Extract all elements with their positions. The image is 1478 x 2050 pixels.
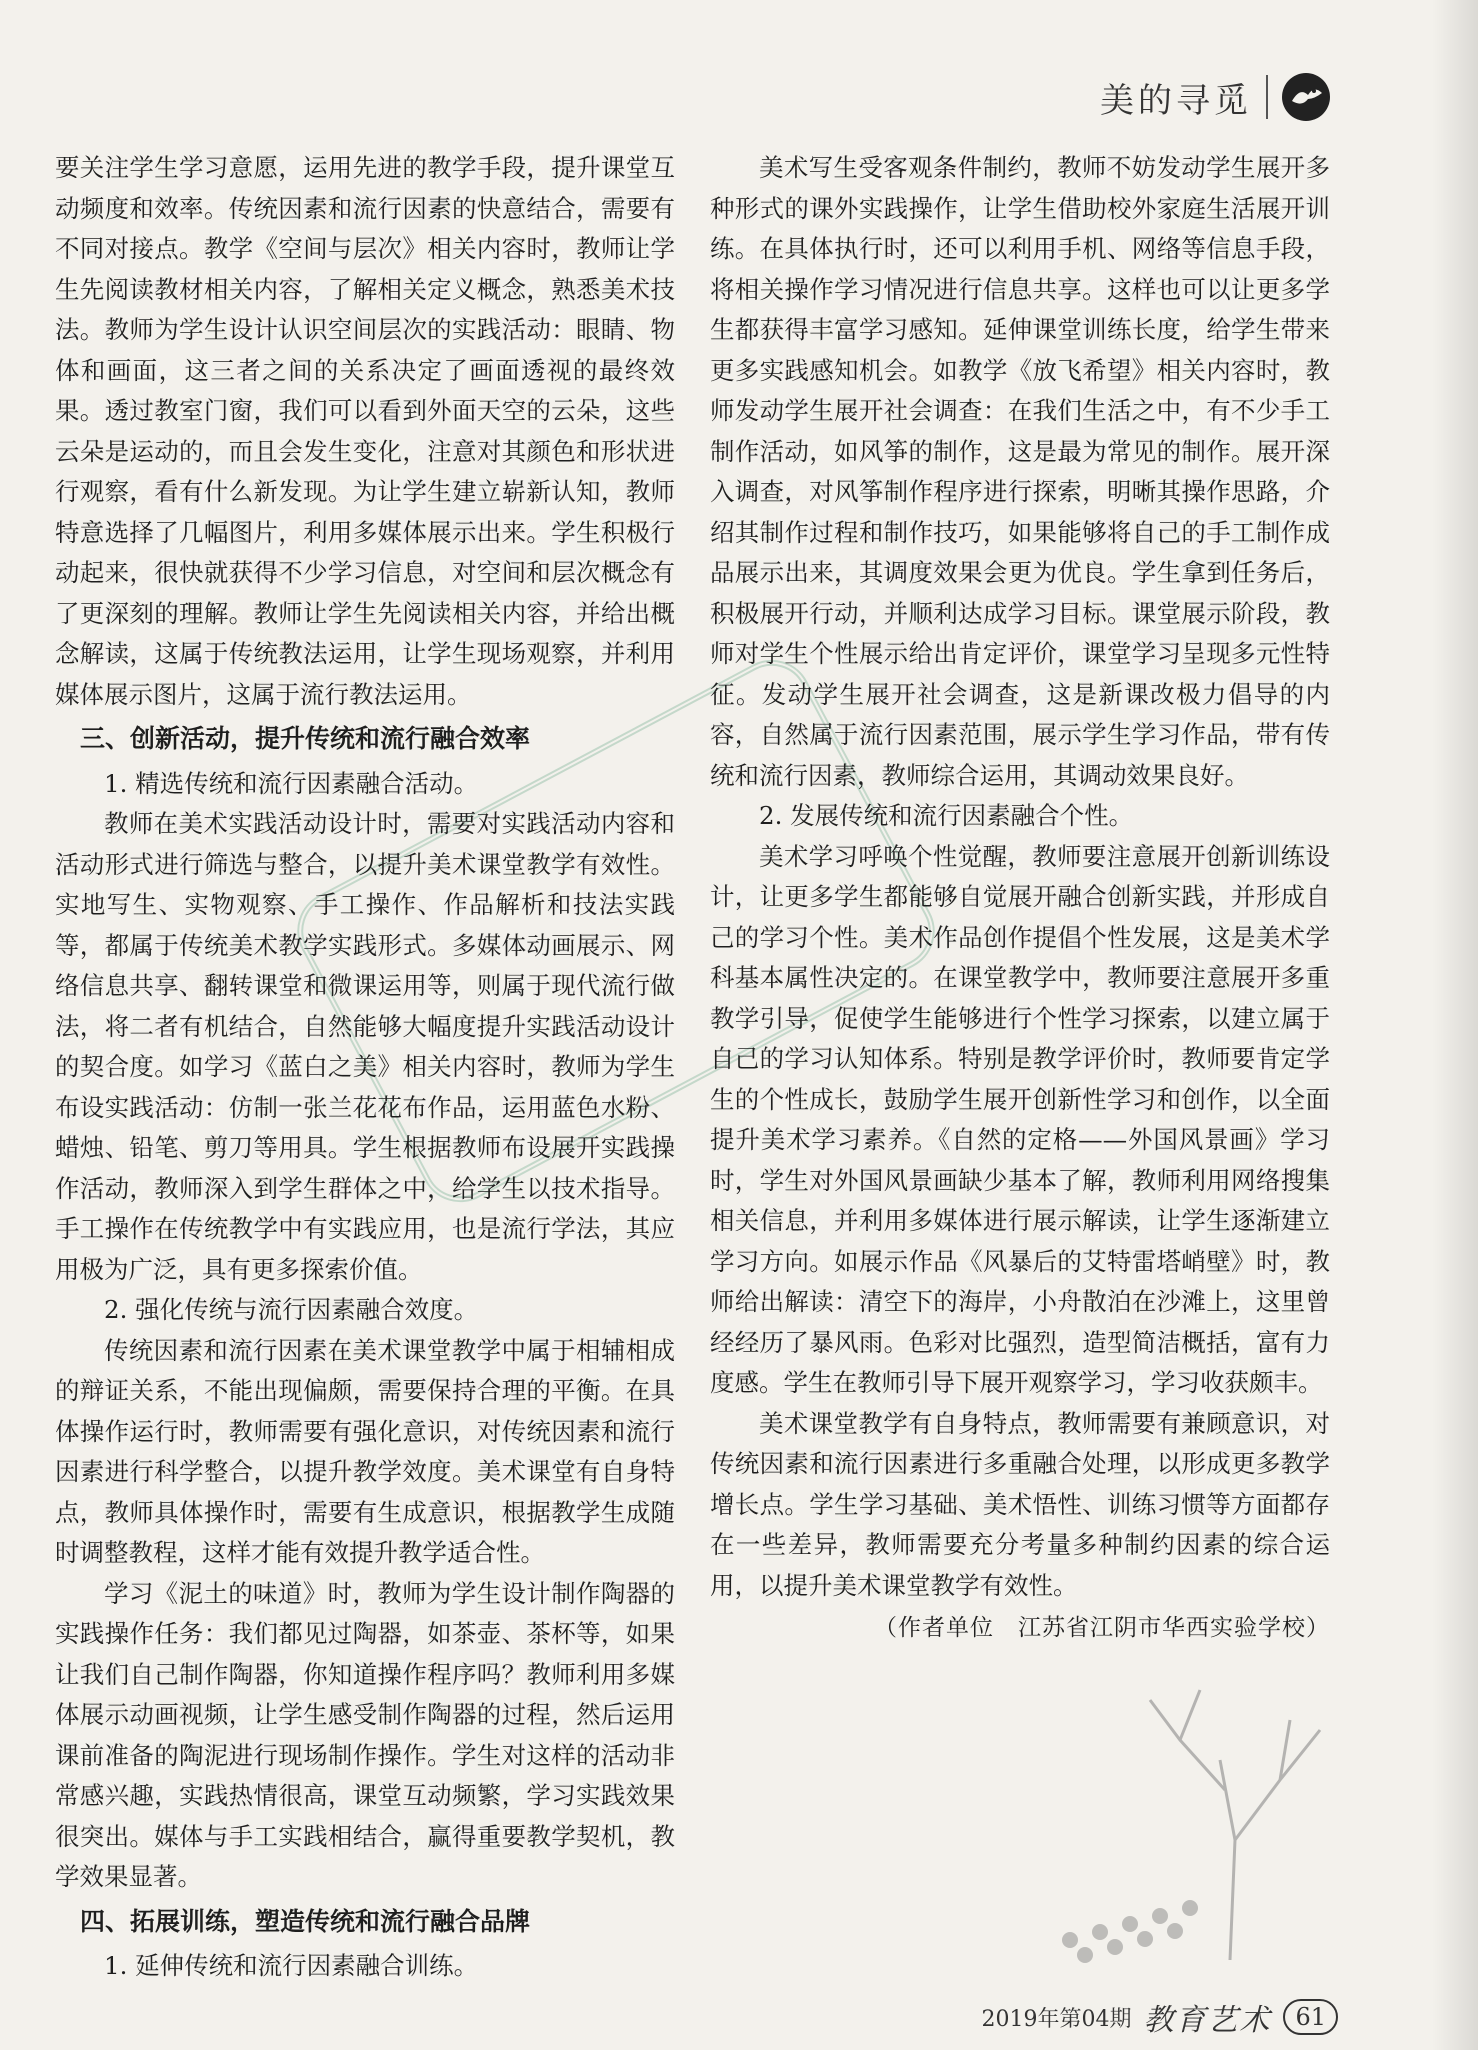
subheading: 2. 强化传统与流行因素融合效度。: [104, 1295, 479, 1324]
tree-illustration: [1030, 1640, 1360, 1970]
paragraph: 要关注学生学习意愿，运用先进的教学手段，提升课堂互动频度和效率。传统因素和流行因素的快意结合，需要有不同对接点。教学《空间与层次》相关内容时，教师让学生先阅读教材相关内容，了解相关定义概念，熟悉美术技法。教师为学生设计认识空间层次的实践活动：眼睛、物体和画面，这三者之间的关系决定了画面透视的最终效果。透过教室门窗，我们可以看到外面天空的云朵，这些云朵是运动的，而且会发生变化，注意对其颜色和形状进行观察，看有什么新发现。为让学生建立崭新认知，教师特意选择了几幅图片，利用多媒体展示出来。学生积极行动起来，很快就获得不少学习信息，对空间和层次概念有了更深刻的理解。教师让学生先阅读相关内容，并给出概念解读，这属于传统教法运用，让学生现场观察，并利用媒体展示图片，这属于流行教法运用。: [55, 153, 675, 709]
subheading: 1. 精选传统和流行因素融合活动。: [104, 768, 479, 798]
paragraph: 美术课堂教学有自身特点，教师需要有兼顾意识，对传统因素和流行因素进行多重融合处理，以形成更多教学增长点。学生学习基础、美术悟性、训练习惯等方面都存在一些差异，教师需要充分考量多种制约因素的综合运用，以提升美术课堂教学有效性。: [710, 1408, 1330, 1600]
section-heading: 三、创新活动，提升传统和流行融合效率: [80, 724, 531, 753]
paragraph: 学习《泥土的味道》时，教师为学生设计制作陶器的实践操作任务：我们都见过陶器，如茶壶、茶杯等，如果让我们自己制作陶器，你知道操作程序吗？教师利用多媒体展示动画视频，让学生感受制作陶器的过程，然后运用课前准备的陶泥进行现场制作操作。学生对这样的活动非常感兴趣，实践热情很高，课堂互动频繁，学习实践效果很突出。媒体与手工实践相结合，赢得重要教学契机，教学效果显著。: [55, 1578, 675, 1891]
right-column: [710, 148, 1330, 1649]
section-logo-icon: [1282, 73, 1330, 121]
section-title: 美的寻觅: [1100, 80, 1252, 121]
paragraph: 美术学习呼唤个性觉醒，教师要注意展开创新训练设计，让更多学生都能够自觉展开融合创新实践，并形成自己的学习个性。美术作品创作提倡个性发展，这是美术学科基本属性决定的。在课堂教学中，教师要注意展开多重教学引导，促使学生能够进行个性学习探索，以建立属于自己的学习认知体系。特别是教学评价时，教师要肯定学生的个性成长，鼓励学生展开创新性学习和创作，以全面提升美术学习素养。《自然的定格——外国风景画》学习时，学生对外国风景画缺少基本了解，教师利用网络搜集相关信息，并利用多媒体进行展示解读，让学生逐渐建立学习方向。如展示作品《风暴后的艾特雷塔峭壁》时，教师给出解读：清空下的海岸，小舟散泊在沙滩上，这里曾经经历了暴风雨。色彩对比强烈，造型简洁概括，富有力度感。学生在教师引导下展开观察学习，学习收获颇丰。: [710, 841, 1330, 1397]
page-header: [1100, 70, 1330, 124]
page-footer: [981, 1995, 1338, 2039]
magazine-name: 教育艺术: [1143, 2003, 1272, 2038]
paragraph: 传统因素和流行因素在美术课堂教学中属于相辅相成的辩证关系，不能出现偏颇，需要保持合理的平衡。在具体操作运行时，教师需要有强化意识，对传统因素和流行因素进行科学整合，以提升教学效度。美术课堂有自身特点，教师具体操作时，需要有生成意识，根据教学生成随时调整教程，这样才能有效提升教学适合性。: [55, 1335, 675, 1567]
header-divider: [1266, 75, 1268, 119]
scan-binding-shadow: [1432, 0, 1478, 2050]
issue-label: 2019年第04期: [981, 2006, 1132, 2032]
paragraph: 美术写生受客观条件制约，教师不妨发动学生展开多种形式的课外实践操作，让学生借助校外家庭生活展开训练。在具体执行时，还可以利用手机、网络等信息手段，将相关操作学习情况进行信息共享。这样也可以让更多学生都获得丰富学习感知。延伸课堂训练长度，给学生带来更多实践感知机会。如教学《放飞希望》相关内容时，教师发动学生展开社会调查：在我们生活之中，有不少手工制作活动，如风筝的制作，这是最为常见的制作。展开深入调查，对风筝制作程序进行探索，明晰其操作思路，介绍其制作过程和制作技巧，如果能够将自己的手工制作成品展示出来，其调度效果会更为优良。学生拿到任务后，积极展开行动，并顺利达成学习目标。课堂展示阶段，教师对学生个性展示给出肯定评价，课堂学习呈现多元性特征。发动学生展开社会调查，这是新课改极力倡导的内容，自然属于流行因素范围，展示学生学习作品，带有传统和流行因素，教师综合运用，其调动效果良好。: [710, 153, 1330, 790]
subheading: 1. 延伸传统和流行因素融合训练。: [104, 1951, 479, 1980]
left-column: [55, 148, 675, 1987]
author-affiliation: （作者单位 江苏省江阴市华西实验学校）: [874, 1615, 1330, 1641]
paragraph: 教师在美术实践活动设计时，需要对实践活动内容和活动形式进行筛选与整合，以提升美术课堂教学有效性。实地写生、实物观察、手工操作、作品解析和技法实践等，都属于传统美术教学实践形式。多媒体动画展示、网络信息共享、翻转课堂和微课运用等，则属于现代流行做法，将二者有机结合，自然能够大幅度提升实践活动设计的契合度。如学习《蓝白之美》相关内容时，教师为学生布设实践活动：仿制一张兰花花布作品，运用蓝色水粉、蜡烛、铅笔、剪刀等用具。学生根据教师布设展开实践操作活动，教师深入到学生群体之中，给学生以技术指导。手工操作在传统教学中有实践应用，也是流行学法，其应用极为广泛，具有更多探索价值。: [55, 809, 675, 1284]
section-heading: 四、拓展训练，塑造传统和流行融合品牌: [80, 1906, 531, 1936]
page-number: 61: [1283, 1999, 1338, 2035]
subheading: 2. 发展传统和流行因素融合个性。: [759, 801, 1134, 830]
